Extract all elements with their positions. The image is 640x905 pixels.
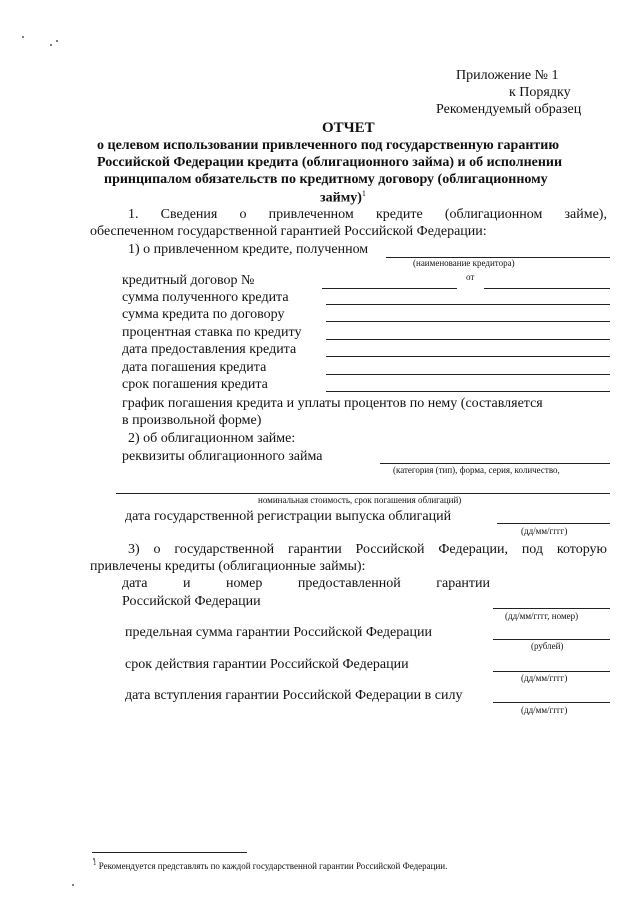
credit-contract-label: кредитный договор № xyxy=(122,273,255,288)
section-1-heading-word: Сведения xyxy=(160,207,218,222)
section-1-heading-word: (облигационном xyxy=(444,207,543,222)
guarantee-date-number-label xyxy=(122,576,490,592)
bond-details-caption: (категория (тип), форма, серия, количество, xyxy=(393,465,560,475)
footnote-ref: 1 xyxy=(361,189,366,198)
max-amount-line[interactable] xyxy=(493,639,610,640)
bond-details-label: реквизиты облигационного займа xyxy=(122,449,323,464)
repayment-term-line[interactable] xyxy=(326,391,610,392)
repayment-date-line[interactable] xyxy=(326,374,610,375)
contract-number-line[interactable] xyxy=(322,288,457,289)
field-contract-amount: сумма кредита по договору xyxy=(122,307,285,322)
report-title: ОТЧЕТ xyxy=(322,120,375,136)
footnote xyxy=(93,859,447,871)
bond-details-line[interactable] xyxy=(380,463,610,464)
guarantee-subheading-word: которую xyxy=(556,542,607,557)
footnote-text: Рекомендуется представлять по каждой государственной гарантии Российской Федерации. xyxy=(98,861,448,871)
contract-amount-line[interactable] xyxy=(326,321,610,322)
scan-speck xyxy=(50,44,52,46)
bond-registration-label: дата государственной регистрации выпуска облигаций xyxy=(125,509,452,524)
bond-subheading: 2) об облигационном займе: xyxy=(128,431,296,446)
footnote-separator xyxy=(92,852,247,853)
bond-details-line-2[interactable] xyxy=(116,493,610,494)
title-line-2: Российской Федерации кредита (облигационного займа) и об исполнении xyxy=(97,155,563,170)
field-received-amount: сумма полученного кредита xyxy=(122,290,289,305)
validity-caption: (дд/мм/гггг) xyxy=(521,673,568,683)
guarantee-subheading-cont: привлечены кредиты (облигационные займы): xyxy=(90,559,366,574)
guarantee-subheading-word: под xyxy=(521,542,544,557)
schedule-text-cont: в произвольной форме) xyxy=(122,413,262,428)
guarantee-date-number-label-cont: Российской Федерации xyxy=(122,594,261,609)
guarantee-subheading-word: Федерации, xyxy=(438,542,508,557)
section-1-heading-word: займе), xyxy=(564,207,607,222)
field-repayment-date: дата погашения кредита xyxy=(122,360,267,375)
field-repayment-term: срок погашения кредита xyxy=(122,377,268,392)
section-1-heading-cont: обеспеченном государственной гарантией Российской Федерации: xyxy=(90,224,487,239)
guarantee-date-number-word: номер xyxy=(226,576,263,591)
title-line-4: займу)$^1$ xyxy=(320,189,366,206)
title-line-1: о целевом использовании привлеченного под государственную гарантию xyxy=(97,138,560,153)
recommended-sample: Рекомендуемый образец xyxy=(436,102,582,117)
guarantee-subheading xyxy=(128,542,607,558)
guarantee-subheading-word: о xyxy=(153,542,161,557)
max-amount-caption: (рублей) xyxy=(531,641,564,651)
validity-line[interactable] xyxy=(493,671,610,672)
credit-subheading: 1) о привлеченном кредите, полученном xyxy=(128,242,369,257)
contract-date-line[interactable] xyxy=(484,288,610,289)
guarantee-date-number-line[interactable] xyxy=(493,608,610,609)
interest-rate-line[interactable] xyxy=(326,339,610,340)
guarantee-date-number-word: дата xyxy=(122,576,148,591)
contract-from-label: от xyxy=(466,272,475,282)
creditor-caption: (наименование кредитора) xyxy=(413,258,515,268)
bond-details-caption-2: номинальная стоимость, срок погашения облигаций) xyxy=(258,495,462,505)
section-1-heading-word: кредите xyxy=(375,207,423,222)
guarantee-date-number-caption: (дд/мм/гггг, номер) xyxy=(505,611,579,621)
to-order: к Порядку xyxy=(509,85,571,100)
appendix-number: Приложение № 1 xyxy=(456,68,559,83)
received-amount-line[interactable] xyxy=(326,304,610,305)
section-1-heading-word: привлеченном xyxy=(268,207,354,222)
guarantee-date-number-word: и xyxy=(183,576,191,591)
provision-date-line[interactable] xyxy=(326,356,610,357)
guarantee-subheading-word: гарантии xyxy=(287,542,342,557)
entry-into-force-line[interactable] xyxy=(493,702,610,703)
scan-speck xyxy=(56,40,58,42)
section-1-heading-word: о xyxy=(239,207,247,222)
scan-speck xyxy=(22,36,24,38)
validity-label: срок действия гарантии Российской Федерации xyxy=(125,657,409,672)
field-interest-rate: процентная ставка по кредиту xyxy=(122,325,302,340)
max-amount-label: предельная сумма гарантии Российской Федерации xyxy=(125,625,432,640)
section-1-heading-word: 1. xyxy=(128,207,139,222)
scan-speck xyxy=(72,884,74,886)
guarantee-subheading-word: Российской xyxy=(355,542,425,557)
guarantee-subheading-word: государственной xyxy=(174,542,275,557)
entry-into-force-caption: (дд/мм/гггг) xyxy=(521,705,568,715)
footnote-mark: 1 xyxy=(93,859,97,867)
section-1-heading xyxy=(128,207,607,223)
title-line-3: принципалом обязательств по кредитному договору (облигационному xyxy=(104,172,548,187)
field-provision-date: дата предоставления кредита xyxy=(122,342,297,357)
bond-registration-caption: (дд/мм/гггг) xyxy=(521,526,568,536)
schedule-text: график погашения кредита и уплаты процентов по нему (составляется xyxy=(122,396,543,411)
guarantee-subheading-word: 3) xyxy=(128,542,140,557)
bond-registration-line[interactable] xyxy=(497,523,610,524)
guarantee-date-number-word: предоставленной xyxy=(297,576,401,591)
entry-into-force-label: дата вступления гарантии Российской Федерации в силу xyxy=(125,688,463,703)
guarantee-date-number-word: гарантии xyxy=(436,576,490,591)
